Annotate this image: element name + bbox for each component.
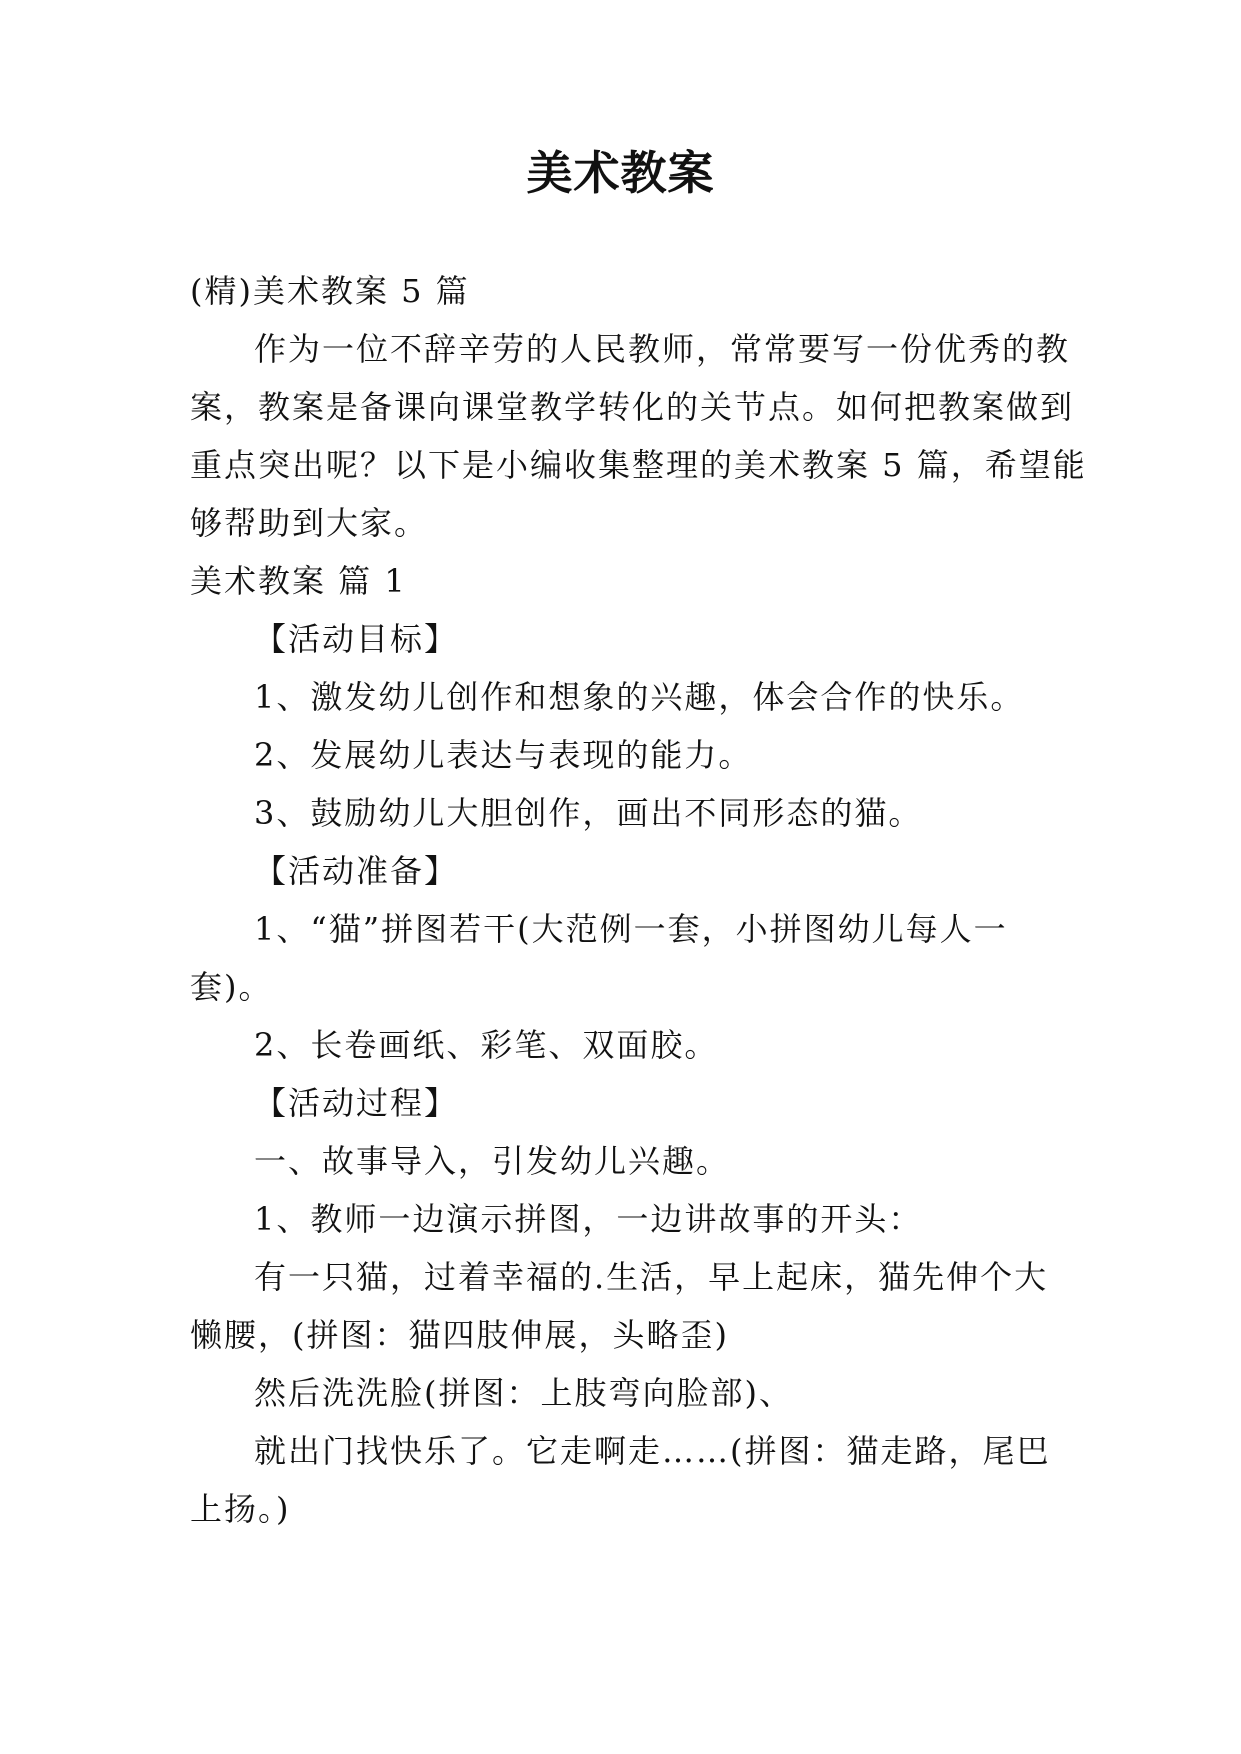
text-line: 够帮助到大家。 xyxy=(190,504,429,542)
document-title: 美术教案 xyxy=(526,146,715,200)
text-line: 套)。 xyxy=(190,968,273,1006)
text-line: 懒腰，(拼图：猫四肢伸展，头略歪) xyxy=(190,1316,729,1354)
text-line: 上扬。) xyxy=(190,1490,291,1528)
text-line: 作为一位不辞辛劳的人民教师，常常要写一份优秀的教 xyxy=(254,330,1071,368)
text-line: 2、长卷画纸、彩笔、双面胶。 xyxy=(254,1026,719,1064)
text-line: (精)美术教案 5 篇 xyxy=(190,272,470,310)
text-line: 有一只猫，过着幸福的.生活，早上起床，猫先伸个大 xyxy=(254,1258,1049,1296)
document-body xyxy=(190,262,1087,1538)
text-line: 1、教师一边演示拼图，一边讲故事的开头： xyxy=(254,1200,923,1238)
text-line: 案，教案是备课向课堂教学转化的关节点。如何把教案做到 xyxy=(190,388,1075,426)
text-line: 【活动准备】 xyxy=(254,852,459,890)
text-line: 重点突出呢？以下是小编收集整理的美术教案 5 篇，希望能 xyxy=(190,446,1087,484)
text-line: 美术教案 篇 1 xyxy=(190,562,407,600)
text-line: 然后洗洗脸(拼图：上肢弯向脸部)、 xyxy=(254,1374,793,1412)
text-line: 1、“猫”拼图若干(大范例一套，小拼图幼儿每人一 xyxy=(254,910,1008,948)
text-line: 【活动目标】 xyxy=(254,620,459,658)
text-line: 就出门找快乐了。它走啊走……(拼图：猫走路，尾巴 xyxy=(254,1432,1051,1470)
text-line: 一、故事导入，引发幼儿兴趣。 xyxy=(254,1142,731,1180)
text-line: 3、鼓励幼儿大胆创作，画出不同形态的猫。 xyxy=(254,794,923,832)
text-line: 【活动过程】 xyxy=(254,1084,459,1122)
text-line: 2、发展幼儿表达与表现的能力。 xyxy=(254,736,753,774)
text-line: 1、激发幼儿创作和想象的兴趣，体会合作的快乐。 xyxy=(254,678,1025,716)
